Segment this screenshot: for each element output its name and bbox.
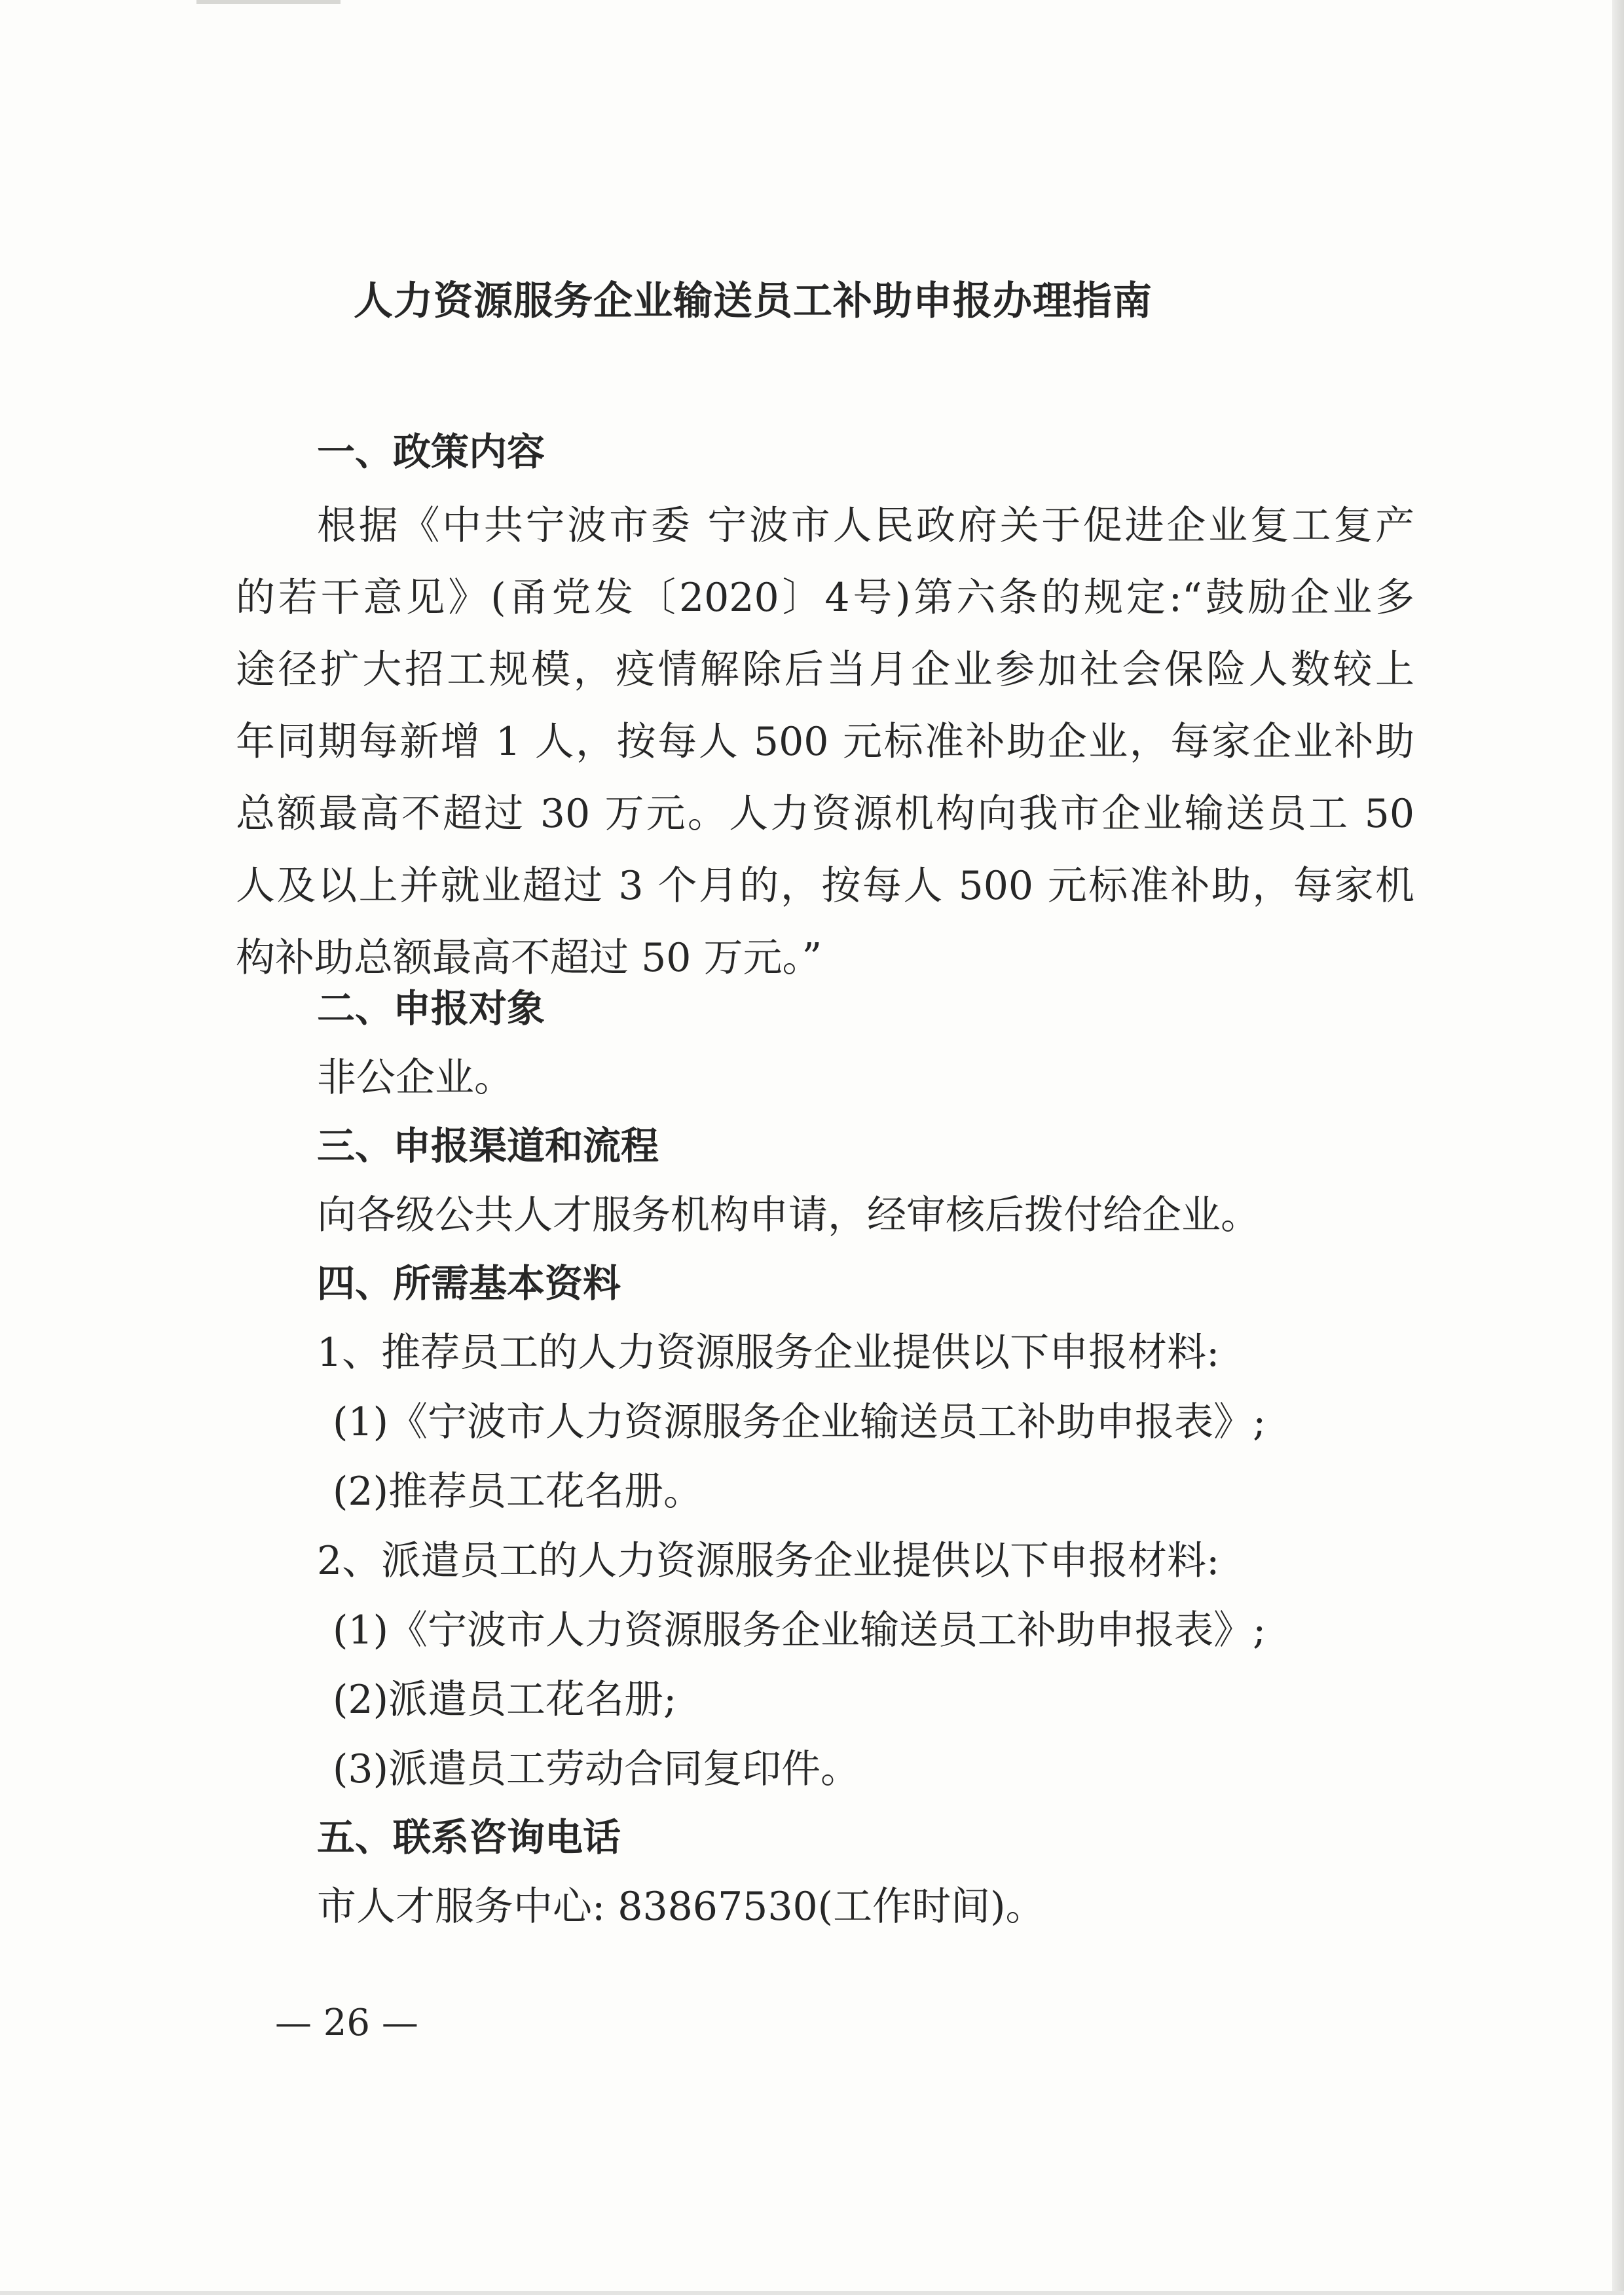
scan-edge-top <box>196 0 341 4</box>
section-heading-materials: 四、所需基本资料 <box>317 1261 621 1306</box>
contact-text: 市人才服务中心: 83867530(工作时间)。 <box>317 1884 1045 1930</box>
materials-item: 2、派遣员工的人力资源服务企业提供以下申报材料: <box>317 1538 1220 1584</box>
materials-item: (2)推荐员工花名册。 <box>333 1469 703 1515</box>
paragraph-line: 的若干意见》(甬党发〔2020〕4号)第六条的规定:“鼓励企业多 <box>236 575 1414 621</box>
scan-edge-right <box>1612 0 1624 2295</box>
materials-item: (3)派遣员工劳动合同复印件。 <box>333 1746 860 1792</box>
page-number: — 26 — <box>275 2002 418 2044</box>
materials-item: 1、推荐员工的人力资源服务企业提供以下申报材料: <box>317 1330 1220 1376</box>
materials-item: (1)《宁波市人力资源服务企业输送员工补助申报表》; <box>333 1399 1266 1445</box>
policy-paragraph <box>236 490 1414 994</box>
materials-item: (2)派遣员工花名册; <box>333 1677 677 1723</box>
paragraph-line: 途径扩大招工规模，疫情解除后当月企业参加社会保险人数较上 <box>236 647 1414 693</box>
paragraph-line: 根据《中共宁波市委 宁波市人民政府关于促进企业复工复产 <box>317 503 1414 549</box>
process-text: 向各级公共人才服务机构申请，经审核后拨付给企业。 <box>317 1192 1260 1238</box>
materials-item: (1)《宁波市人力资源服务企业输送员工补助申报表》; <box>333 1607 1266 1653</box>
applicants-text: 非公企业。 <box>317 1055 513 1101</box>
scan-edge-bottom <box>0 2291 1624 2295</box>
paragraph-line: 构补助总额最高不超过 50 万元。” <box>236 935 822 981</box>
section-heading-contact: 五、联系咨询电话 <box>317 1815 621 1860</box>
paragraph-line: 人及以上并就业超过 3 个月的，按每人 500 元标准补助，每家机 <box>236 863 1414 909</box>
section-heading-policy: 一、政策内容 <box>317 430 545 474</box>
document-title: 人力资源服务企业输送员工补助申报办理指南 <box>354 278 1153 324</box>
paragraph-line: 年同期每新增 1 人，按每人 500 元标准补助企业，每家企业补助 <box>236 719 1414 765</box>
section-heading-applicants: 二、申报对象 <box>317 986 545 1031</box>
section-heading-process: 三、申报渠道和流程 <box>317 1124 659 1168</box>
paragraph-line: 总额最高不超过 30 万元。人力资源机构向我市企业输送员工 50 <box>236 791 1414 837</box>
